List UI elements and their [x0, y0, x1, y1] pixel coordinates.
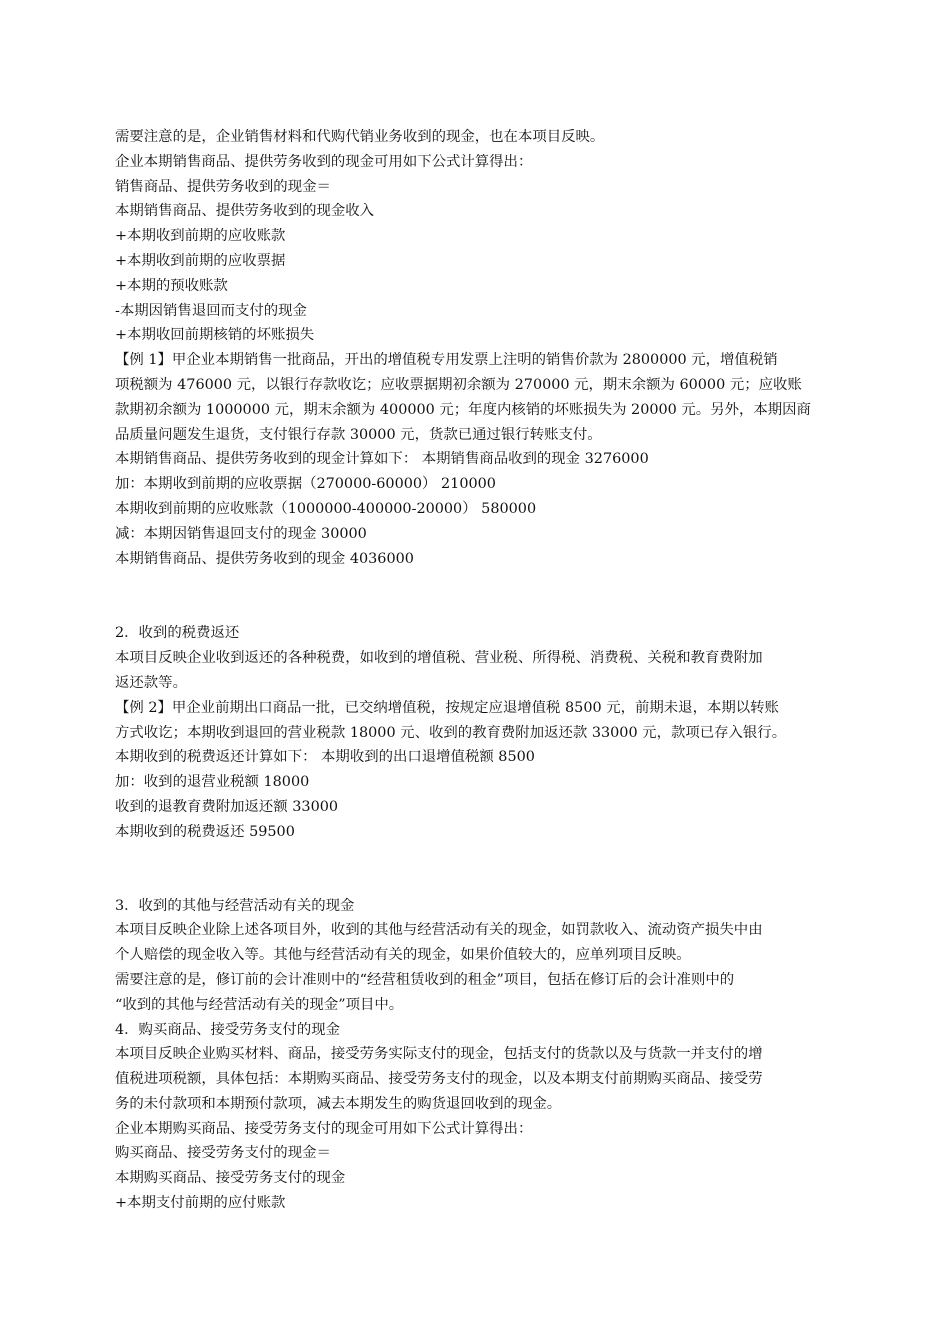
example-line: 项税额为 476000 元，以银行存款收讫；应收票据期初余额为 270000 元，期末余额为 60000 元；应收账	[115, 376, 802, 393]
desc-line: “收到的其他与经营活动有关的现金”项目中。	[115, 996, 404, 1013]
section-spacer	[115, 845, 841, 894]
formula-line: 本期销售商品、提供劳务收到的现金收入	[115, 203, 375, 220]
desc-line: 本项目反映企业除上述各项目外，收到的其他与经营活动有关的现金，如罚款收入、流动资产损失中由	[115, 922, 763, 939]
section-heading: 4．购买商品、接受劳务支付的现金	[115, 1021, 341, 1038]
calc-line: 加：收到的退营业税额 18000	[115, 774, 310, 791]
formula-line: 购买商品、接受劳务支付的现金＝	[115, 1145, 331, 1162]
section-heading: 2．收到的税费返还	[115, 625, 240, 642]
formula-line: +本期的预收账款	[115, 277, 228, 294]
calc-line: 本期销售商品、提供劳务收到的现金 4036000	[115, 550, 414, 567]
formula-line: +本期收回前期核销的坏账损失	[115, 327, 315, 344]
example-line: 方式收讫；本期收到退回的营业税款 18000 元、收到的教育费附加返还款 33000 元，款项已存入银行。	[115, 724, 787, 741]
desc-line: 需要注意的是，修订前的会计准则中的“经营租赁收到的租金”项目，包括在修订后的会计准则中的	[115, 971, 735, 988]
formula-line: 本期购买商品、接受劳务支付的现金	[115, 1170, 346, 1187]
desc-line: 值税进项税额，具体包括：本期购买商品、接受劳务支付的现金，以及本期支付前期购买商品、接受劳	[115, 1071, 763, 1088]
formula-line: +本期收到前期的应收票据	[115, 252, 286, 269]
formula-line: -本期因销售退回而支付的现金	[115, 302, 307, 319]
desc-line: 务的未付款项和本期预付款项，减去本期发生的购货退回收到的现金。	[115, 1095, 562, 1112]
desc-line: 返还款等。	[115, 674, 187, 691]
desc-line: 本项目反映企业收到返还的各种税费，如收到的增值税、营业税、所得税、消费税、关税和教育费附加	[115, 650, 763, 667]
note-line: 需要注意的是，企业销售材料和代购代销业务收到的现金，也在本项目反映。	[115, 129, 605, 145]
formula-intro: 企业本期销售商品、提供劳务收到的现金可用如下公式计算得出：	[115, 153, 533, 170]
calc-line: 本期销售商品、提供劳务收到的现金计算如下： 本期销售商品收到的现金 3276000	[115, 451, 649, 468]
calc-line: 减：本期因销售退回支付的现金 30000	[115, 525, 367, 542]
formula-line: 销售商品、提供劳务收到的现金＝	[115, 178, 331, 195]
calc-line: 本期收到的税费返还计算如下： 本期收到的出口退增值税额 8500	[115, 749, 535, 766]
calc-line: 本期收到前期的应收账款（1000000-400000-20000） 580000	[115, 500, 537, 517]
document-page	[115, 125, 841, 1216]
example-line: 品质量问题发生退货，支付银行存款 30000 元，货款已通过银行转账支付。	[115, 426, 602, 443]
example-line: 款期初余额为 1000000 元，期末余额为 400000 元；年度内核销的坏账损失为 20000 元。另外，本期因商	[115, 401, 811, 418]
example-line: 【例 2】甲企业前期出口商品一批，已交纳增值税，按规定应退增值税 8500 元，前期未退，本期以转账	[115, 699, 779, 716]
desc-line: 本项目反映企业购买材料、商品，接受劳务实际支付的现金，包括支付的货款以及与货款一并支付的增	[115, 1046, 763, 1063]
desc-line: 个人赔偿的现金收入等。其他与经营活动有关的现金，如果价值较大的，应单列项目反映。	[115, 947, 691, 964]
calc-line: 加：本期收到前期的应收票据（270000-60000） 210000	[115, 476, 496, 493]
section-heading: 3．收到的其他与经营活动有关的现金	[115, 897, 355, 914]
formula-line: +本期收到前期的应收账款	[115, 228, 286, 245]
example-line: 【例 1】甲企业本期销售一批商品，开出的增值税专用发票上注明的销售价款为 2800000 元，增值税销	[115, 352, 778, 369]
formula-line: +本期支付前期的应付账款	[115, 1195, 286, 1212]
calc-line: 收到的退教育费附加返还额 33000	[115, 798, 339, 815]
formula-intro: 企业本期购买商品、接受劳务支付的现金可用如下公式计算得出：	[115, 1120, 533, 1137]
section-spacer	[115, 571, 841, 621]
calc-line: 本期收到的税费返还 59500	[115, 823, 295, 840]
